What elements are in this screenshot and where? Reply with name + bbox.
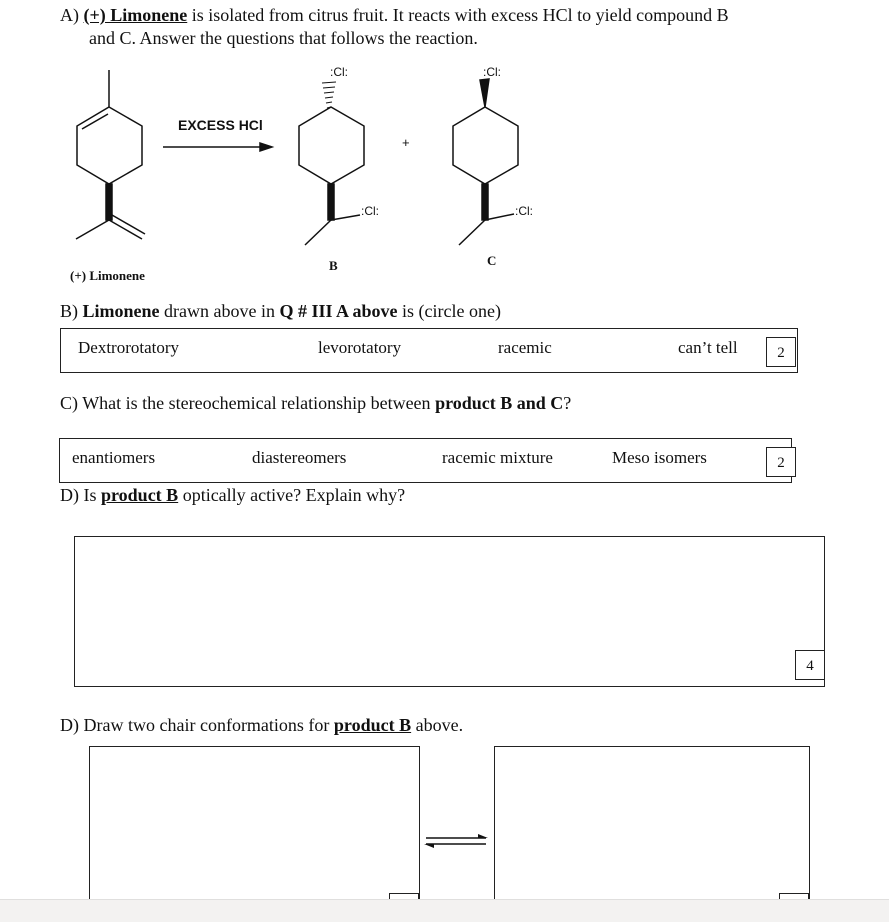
option-cant-tell[interactable]: can’t tell [678, 338, 738, 357]
question-c: C) What is the stereochemical relationship between product B and C? [60, 393, 572, 413]
question-b-options-box [60, 328, 798, 373]
product-b-label: B [329, 258, 338, 273]
viewer-bottom-bar [0, 899, 889, 922]
option-meso-isomers[interactable]: Meso isomers [612, 448, 707, 467]
cl-atom-c-bottom: :Cl: [515, 204, 533, 218]
question-d-chair: D) Draw two chair conformations for product B above. [60, 715, 464, 735]
option-racemic-mixture[interactable]: racemic mixture [442, 448, 553, 467]
question-c-options-box [59, 438, 792, 483]
product-b-link-2: product B [333, 715, 412, 735]
product-c-structure [453, 79, 518, 245]
product-b-link: product B [101, 485, 179, 505]
cl-atom-c-top: :Cl: [483, 65, 501, 79]
points-box-c: 2 [766, 447, 796, 477]
option-racemic[interactable]: racemic [498, 338, 552, 357]
cl-atom-b-bottom: :Cl: [361, 204, 379, 218]
option-diastereomers[interactable]: diastereomers [252, 448, 347, 467]
question-a-line1: A) (+) Limonene is isolated from citrus fruit. It reacts with excess HCl to yield compound B [60, 5, 729, 25]
question-d-optical: D) Is product B optically active? Explain why? [60, 485, 406, 505]
points-box-b: 2 [766, 337, 796, 367]
reaction-scheme [0, 55, 889, 290]
option-enantiomers[interactable]: enantiomers [72, 448, 156, 467]
option-dextrorotatory[interactable]: Dextrorotatory [78, 338, 180, 357]
option-levorotatory[interactable]: levorotatory [318, 338, 402, 357]
plus-sign: + [402, 135, 410, 150]
points-box-d: 4 [795, 650, 825, 680]
cl-atom-b-top: :Cl: [330, 65, 348, 79]
limonene-title: (+) Limonene [83, 5, 188, 25]
question-b: B) Limonene drawn above in Q # III A above is (circle one) [60, 301, 501, 321]
reaction-arrow [163, 143, 272, 151]
limonene-structure [76, 70, 145, 239]
chair-box-left[interactable] [89, 746, 420, 906]
chair-box-right[interactable] [494, 746, 810, 906]
limonene-label: (+) Limonene [70, 268, 145, 283]
answer-box-optical[interactable] [74, 536, 825, 687]
reagent-label: EXCESS HCl [178, 117, 263, 133]
product-c-label: C [487, 253, 497, 268]
question-a-line2: and C. Answer the questions that follows the reaction. [89, 28, 478, 48]
equilibrium-arrows-icon [424, 832, 490, 850]
product-b-structure [299, 82, 364, 245]
